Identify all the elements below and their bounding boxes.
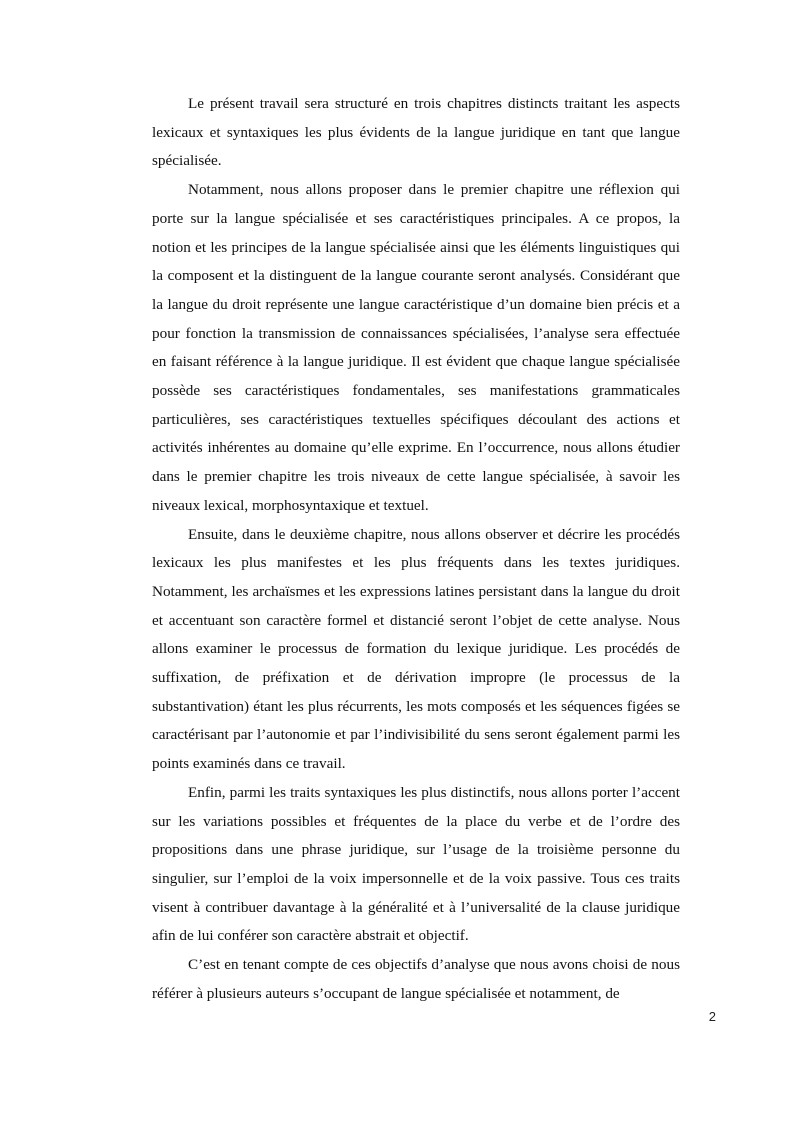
page-number: 2 — [708, 1009, 716, 1024]
paragraph-structure: Le présent travail sera structuré en trois chapitres distincts traitant les aspects lexicaux et syntaxiques les plus évidents de la langue juridique en tant que langue spécialisée. — [152, 95, 680, 170]
paragraph-syntax-traits: Enfin, parmi les traits syntaxiques les plus distinctifs, nous allons porter l’accent sur les variations possibles et fréquentes de la place du verbe et de l’ordre des propositions dans une phrase juridique, sur l’usage de la troisième personne du singulier, sur l’emploi de la voix impersonnelle et de la voix passive. Tous ces traits visent à contribuer davantage à la généralité et à l’universalité de la clause juridique afin de lui conférer son caractère abstrait et objectif. — [152, 783, 680, 945]
paragraph-authors: C’est en tenant compte de ces objectifs d’analyse que nous avons choisi de nous référer à plusieurs auteurs s’occupant de langue spécialisée et notamment, de — [152, 956, 680, 1002]
document-page — [152, 90, 680, 1009]
paragraph-chapter-two: Ensuite, dans le deuxième chapitre, nous allons observer et décrire les procédés lexicaux les plus manifestes et les plus fréquents dans les textes juridiques. Notamment, les archaïsmes et les expressions latines persistant dans la langue du droit et accentuant son caractère formel et distancié seront l’objet de cette analyse. Nous allons examiner le processus de formation du lexique juridique. Les procédés de suffixation, de préfixation et de dérivation impropre (le processus de la substantivation) étant les plus récurrents, les mots composés et les séquences figées se caractérisant par l’autonomie et par l’indivisibilité du sens seront également parmi les points examinés dans ce travail. — [152, 525, 680, 773]
paragraph-chapter-one: Notamment, nous allons proposer dans le premier chapitre une réflexion qui porte sur la langue spécialisée et ses caractéristiques principales. A ce propos, la notion et les principes de la langue spécialisée ainsi que les éléments linguistiques qui la composent et la distinguent de la langue courante seront analysés. Considérant que la langue du droit représente une langue caractéristique d’un domaine bien précis et a pour fonction la transmission de connaissances spécialisées, l’analyse sera effectuée en faisant référence à la langue juridique. Il est évident que chaque langue spécialisée possède ses caractéristiques fondamentales, ses manifestations grammaticales particulières, ses caractéristiques textuelles spécifiques découlant des actions et activités inhérentes au domaine qu’elle exprime. En l’occurrence, nous allons étudier dans le premier chapitre les trois niveaux de cette langue spécialisée, à savoir les niveaux lexical, morphosyntaxique et textuel. — [152, 181, 680, 514]
